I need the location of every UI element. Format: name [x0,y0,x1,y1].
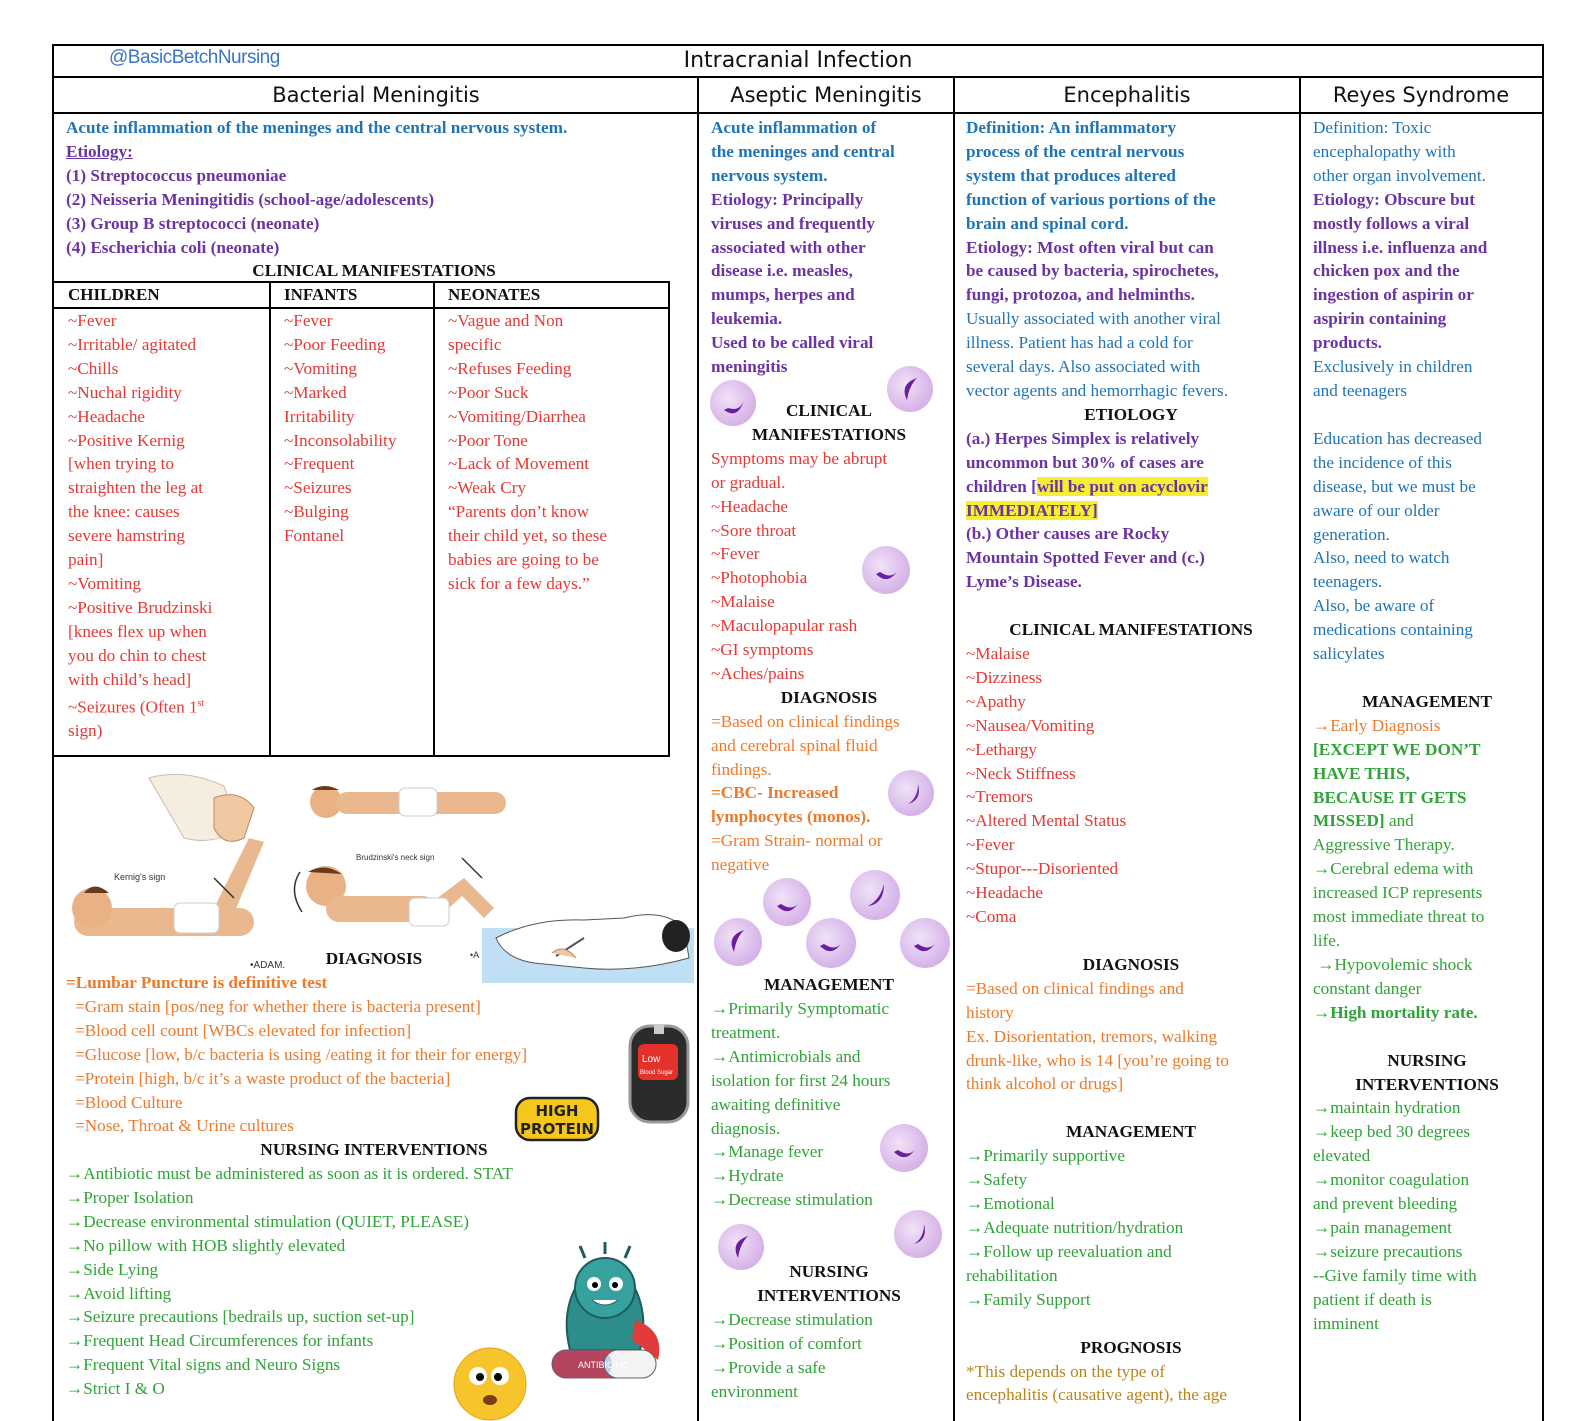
enc-cm-item: ~Headache [966,883,1044,903]
reyes-management-item: →Early Diagnosis [1313,715,1441,735]
list-item: ~Fever [284,311,333,330]
and-text: and [1384,811,1414,831]
page-title: Intracranial Infection [683,48,913,73]
intervention-item: →Frequent Vital signs and Neuro Signs [66,1355,341,1375]
aseptic-cm-item: ~GI symptoms [711,640,814,660]
reyes-exclusive: Exclusively in children [1313,357,1473,377]
intervention-item: →Frequent Head Circumferences for infants [66,1331,374,1351]
reyes-etiology: chicken pox and the [1313,261,1460,281]
list-item: “Parents don’t know [448,502,589,522]
lymphocyte-icon [806,918,856,968]
reyes-education: disease, but we must be [1313,476,1476,496]
reyes-etiology: products. [1313,333,1382,353]
enc-management-title: MANAGEMENT [1066,1122,1196,1142]
aseptic-etiology: meningitis [711,357,788,377]
children-symptoms [68,309,268,743]
enc-management-item: →Family Support [966,1289,1091,1309]
enc-prognosis-item: encephalitis (causative agent), the age [966,1385,1228,1405]
neonates-symptoms [448,309,668,596]
list-item: you do chin to chest [68,645,207,665]
list-item: ~Seizures [284,478,352,498]
column-header-bacterial: Bacterial Meningitis [272,83,480,107]
meter-low-text: Low [642,1054,661,1065]
ordinal-superscript: st [197,697,205,709]
list-item: ~Vomiting [284,358,357,378]
aseptic-ni-item: →Decrease stimulation [711,1309,873,1329]
list-item: straighten the leg at [68,478,204,498]
aseptic-diagnosis-item: findings. [711,759,772,779]
antibiotic-pill-icon [550,1342,660,1384]
list-item: sick for a few days.” [448,573,590,593]
reyes-ni-item: and prevent bleeding [1313,1194,1458,1214]
aseptic-definition: nervous system. [711,165,828,185]
reyes-education: the incidence of this [1313,452,1452,472]
reyes-ni-item: --Give family time with [1313,1265,1477,1285]
badge-high-text: HIGH [535,1102,579,1120]
reyes-education: Also, need to watch [1313,548,1450,568]
aseptic-management-item: isolation for first 24 hours [711,1070,891,1090]
reyes-definition: Definition: Toxic [1313,118,1432,137]
list-item [68,692,268,720]
diagnosis-item: =Gram stain [pos/neg for whether there is bacteria present] [75,996,481,1016]
list-item: ~Bulging [284,502,349,522]
bacterial-etiology-item: (1) Streptococcus pneumoniae [66,165,287,185]
author-handle: @BasicBetchNursing [109,47,280,68]
glucose-meter-icon [626,1022,692,1126]
reyes-exclusive: and teenagers [1313,380,1408,400]
missed-text: MISSED] [1313,811,1385,831]
diaper [174,903,219,933]
aseptic-etiology: Used to be called viral [711,333,874,353]
enc-etiology-a: uncommon but 30% of cases are [966,452,1204,472]
aseptic-management-item: →Decrease stimulation [711,1190,873,1210]
divider [1299,78,1301,1421]
clinical-manifestations-table [54,281,670,757]
adam-credit-2: •A [470,950,480,960]
bacterial-diagnosis-title: DIAGNOSIS [325,949,423,968]
aseptic-diagnosis-item: =Based on clinical findings [711,711,900,731]
list-item: ~Marked [284,382,347,402]
enc-etiology: be caused by bacteria, spirochetes, [966,261,1219,281]
list-item: pain] [68,550,104,570]
aseptic-management-title: MANAGEMENT [764,975,894,995]
reyes-management-item: most immediate threat to [1313,907,1485,927]
enc-diagnosis-item: history [966,1002,1014,1022]
reyes-management-item: life. [1313,931,1341,950]
child-head [72,888,112,928]
list-item: ~Chills [68,358,119,378]
enc-cm-item: ~Neck Stiffness [966,763,1076,783]
bacterial-etiology-item: (3) Group B streptococci (neonate) [66,213,320,233]
reyes-education: salicylates [1313,644,1385,664]
reyes-ni-item: →maintain hydration [1313,1098,1461,1118]
bacterial-etiology-item: (2) Neisseria Meningitidis (school-age/adolescents) [66,189,435,209]
bacterial-ni-title: NURSING INTERVENTIONS [260,1140,488,1159]
aseptic-etiology: disease i.e. measles, [711,261,853,281]
column-header-row [54,78,1542,114]
aseptic-etiology: mumps, herpes and [711,285,855,305]
aseptic-cm-item: Symptoms may be abrupt [711,448,888,468]
lymphocyte-icon [887,366,933,412]
reyes-ni-item: patient if death is [1313,1289,1432,1309]
aseptic-ni-title: INTERVENTIONS [757,1286,901,1306]
diagnosis-item: =Blood Culture [75,1092,183,1112]
aseptic-cm-item: or gradual. [711,472,786,492]
encephalitis-section [966,116,1296,1407]
aseptic-definition: Acute inflammation of [711,118,877,137]
enc-management-item: →Safety [966,1170,1028,1190]
aseptic-management-item: →Antimicrobials and [711,1046,861,1066]
brudzinski-label: Brudzinski's neck sign [356,853,435,862]
enc-etiology-b: Lyme’s Disease. [966,572,1082,592]
reyes-definition: other organ involvement. [1313,165,1486,185]
reyes-etiology: Etiology: Obscure but [1313,189,1476,209]
divider [953,78,955,1421]
reyes-section [1313,116,1541,1336]
enc-definition: function of various portions of the [966,189,1216,209]
table-divider [433,283,435,757]
enc-etiology-b: (b.) Other causes are Rocky [966,524,1170,544]
aseptic-diagnosis-item: negative [711,855,770,875]
list-item: ~Refuses Feeding [448,358,572,378]
intervention-item: →Avoid lifting [66,1283,172,1303]
seizure-text: ~Seizures (Often 1 [68,697,198,717]
reyes-management-item: →Cerebral edema with [1313,859,1474,879]
reyes-education: aware of our older [1313,500,1440,520]
immediately-highlight: IMMEDIATELY] [966,500,1098,520]
reyes-education: Also, be aware of [1313,596,1435,616]
enc-note: Usually associated with another viral [966,309,1221,329]
thinking-face-icon [450,1342,530,1421]
kernig-label: Kernig's sign [114,872,166,882]
enc-management-item: →Adequate nutrition/hydration [966,1217,1184,1237]
list-item: babies are going to be [448,550,599,570]
table-header-children: CHILDREN [68,285,160,304]
divider [697,78,699,1421]
list-item: with child’s head] [68,669,192,689]
reyes-etiology: aspirin containing [1313,309,1447,329]
enc-note: illness. Patient has had a cold for [966,333,1193,353]
intervention-item: →No pillow with HOB slightly elevated [66,1235,346,1255]
list-item: ~Poor Feeding [284,334,386,354]
cheat-sheet [52,44,1544,1421]
enc-prognosis-item: *This depends on the type of [966,1361,1166,1381]
aseptic-definition: the meninges and central [711,141,895,161]
enc-definition: system that produces altered [966,165,1176,185]
lymphocyte-icon [710,380,756,426]
reyes-management-item: constant danger [1313,978,1422,998]
enc-etiology: Etiology: Most often viral but can [966,237,1214,257]
enc-prognosis-title: PROGNOSIS [1080,1337,1182,1357]
diagnosis-item: =Blood cell count [WBCs elevated for infection] [75,1020,412,1040]
aseptic-etiology: leukemia. [711,309,783,329]
enc-cm-title: CLINICAL MANIFESTATIONS [1009,620,1253,640]
list-item: [when trying to [68,454,174,474]
aseptic-cm-item: ~Sore throat [711,520,797,540]
reyes-management-item: increased ICP represents [1313,883,1483,903]
enc-diagnosis-title: DIAGNOSIS [1082,954,1180,974]
reyes-education: generation. [1313,524,1390,544]
lymphocyte-icon [900,918,950,968]
list-item: their child yet, so these [448,526,607,546]
aseptic-cm-item: ~Fever [711,544,760,564]
reyes-ni-item: elevated [1313,1146,1371,1166]
intervention-item: →Antibiotic must be administered as soon as it is ordered. STAT [66,1164,513,1183]
lymphocyte-icon [880,1124,928,1172]
reyes-education: Education has decreased [1313,428,1482,448]
reyes-management-item: HAVE THIS, [1313,763,1410,783]
enc-management-item: →Emotional [966,1194,1055,1214]
aseptic-etiology: associated with other [711,237,866,257]
diagnosis-item: =Glucose [low, b/c bacteria is using /eating it for their for energy] [75,1044,528,1064]
table-divider [269,283,271,757]
reyes-ni-title: INTERVENTIONS [1355,1074,1499,1094]
reyes-etiology: illness i.e. influenza and [1313,237,1488,257]
enc-cm-item: ~Coma [966,907,1017,926]
aseptic-diagnosis-item: =Gram Strain- normal or [711,831,883,851]
aseptic-cm-item: ~Aches/pains [711,663,805,683]
reyes-management-title: MANAGEMENT [1362,691,1492,711]
enc-cm-item: ~Lethargy [966,739,1038,759]
aseptic-etiology: viruses and frequently [711,213,875,233]
list-item: ~Nuchal rigidity [68,382,182,402]
diagnosis-main: =Lumbar Puncture is definitive test [66,973,328,992]
aseptic-cm-item: ~Headache [711,496,789,516]
bacterial-section [66,116,691,259]
list-item: Irritability [284,406,355,426]
acyclovir-highlight: will be put on acyclovir [1036,476,1208,496]
list-item: ~Irritable/ agitated [68,334,197,354]
list-item: ~Poor Tone [448,430,528,450]
lymphocyte-icon [888,770,934,816]
lymphocyte-icon [714,918,762,966]
aseptic-diagnosis-title: DIAGNOSIS [780,687,878,707]
reyes-ni-item: →monitor coagulation [1313,1170,1470,1190]
aseptic-management-item: →Manage fever [711,1142,824,1162]
reyes-education: medications containing [1313,620,1473,640]
table-header-neonates: NEONATES [448,285,541,304]
enc-diagnosis-item: =Based on clinical findings and [966,978,1184,998]
list-item: ~Frequent [284,454,355,474]
aseptic-ni-item: →Provide a safe [711,1357,826,1377]
aseptic-cm-item: ~Photophobia [711,568,808,588]
infants-symptoms [284,309,432,548]
lymphocyte-icon [894,1210,942,1258]
column-header-encephalitis: Encephalitis [1063,83,1191,107]
list-item: ~Lack of Movement [448,454,590,474]
bacterial-definition: Acute inflammation of the meninges and the central nervous system. [66,118,568,137]
aseptic-management-item: diagnosis. [711,1118,781,1138]
reyes-management-item: [EXCEPT WE DON’T [1313,739,1481,759]
enc-etiology-a-text: children [ [966,476,1037,496]
diagnosis-item: =Protein [high, b/c it’s a waste product of the bacteria] [75,1068,451,1088]
aseptic-management-item: treatment. [711,1022,781,1042]
reyes-ni-title: NURSING [1387,1050,1467,1070]
list-item: the knee: causes [68,502,180,522]
reyes-ni-item: →keep bed 30 degrees [1313,1122,1471,1142]
reyes-management-item [1313,809,1541,833]
reyes-ni-item: →seizure precautions [1313,1241,1463,1261]
aseptic-ni-item: →Position of comfort [711,1333,862,1353]
enc-cm-item: ~Malaise [966,644,1030,664]
reyes-management-item: →Hypovolemic shock [1313,954,1473,974]
intervention-item: →Decrease environmental stimulation (QUIET, PLEASE) [66,1211,469,1231]
aseptic-management-item: awaiting definitive [711,1094,841,1114]
reyes-definition: encephalopathy with [1313,141,1456,161]
list-item: ~Poor Suck [448,382,529,402]
aseptic-ni-title: NURSING [789,1262,869,1282]
enc-management-item: →Primarily supportive [966,1146,1125,1166]
enc-etiology-b: Mountain Spotted Fever and (c.) [966,548,1205,568]
reyes-ni-item: →pain management [1313,1217,1452,1237]
lymphocyte-icon [763,878,811,926]
list-item: ~Vomiting/Diarrhea [448,406,586,426]
aseptic-diagnosis-item: and cerebral spinal fluid [711,735,878,755]
enc-diagnosis-item: think alcohol or drugs] [966,1074,1124,1094]
enc-etiology-a [966,475,1296,499]
lymphocyte-icon [850,870,900,920]
enc-etiology: fungi, protozoa, and helminths. [966,285,1195,305]
enc-cm-item: ~Dizziness [966,667,1043,687]
enc-diagnosis-item: Ex. Disorientation, tremors, walking [966,1026,1218,1046]
enc-etiology-title: ETIOLOGY [1084,404,1178,424]
intervention-item: →Seizure precautions [bedrails up, suction set-up] [66,1307,415,1327]
diagnosis-item: =Nose, Throat & Urine cultures [75,1116,294,1136]
aseptic-management-item: →Hydrate [711,1166,784,1186]
reyes-etiology: mostly follows a viral [1313,213,1470,233]
aseptic-cm-item: ~Maculopapular rash [711,616,858,636]
reyes-etiology: ingestion of aspirin or [1313,285,1474,305]
aseptic-cm-item: ~Malaise [711,592,775,612]
enc-cm-item: ~Fever [966,835,1015,855]
column-header-aseptic: Aseptic Meningitis [730,83,922,107]
column-header-reyes: Reyes Syndrome [1332,83,1510,107]
enc-note: several days. Also associated with [966,357,1201,377]
enc-etiology-a: (a.) Herpes Simplex is relatively [966,428,1200,448]
enc-diagnosis-item: drunk-like, who is 14 [you’re going to [966,1050,1230,1070]
aseptic-diagnosis-item: =CBC- Increased [711,783,839,803]
list-item: ~Inconsolability [284,430,397,450]
intervention-item: →Side Lying [66,1259,159,1279]
aseptic-ni-item: environment [711,1381,798,1401]
title-row [54,46,1542,78]
list-item: ~Vague and Non [448,311,564,330]
reyes-education: teenagers. [1313,572,1383,592]
enc-cm-item: ~Stupor---Disoriented [966,859,1119,879]
bacterial-etiology-item: (4) Escherichia coli (neonate) [66,237,280,257]
list-item: [knees flex up when [68,621,207,641]
adam-credit: •ADAM. [250,960,286,971]
enc-definition: Definition: An inflammatory [966,118,1177,137]
list-item: Fontanel [284,526,345,546]
list-item: ~Fever [68,311,117,330]
lymphocyte-icon [718,1224,764,1270]
enc-management-item: rehabilitation [966,1265,1058,1285]
list-item: ~Weak Cry [448,478,527,498]
enc-management-item: →Follow up reevaluation and [966,1241,1172,1261]
aseptic-cm-title: CLINICAL [786,400,872,420]
enc-definition: process of the central nervous [966,141,1185,161]
aseptic-etiology: Etiology: Principally [711,189,864,209]
intervention-item: →Strict I & O [66,1379,165,1399]
enc-cm-item: ~Nausea/Vomiting [966,715,1095,735]
badge-protein-text: PROTEIN [520,1120,594,1138]
table-header-infants: INFANTS [284,285,358,304]
enc-etiology-a [966,499,1296,523]
bacterial-cm-title: CLINICAL MANIFESTATIONS [252,261,496,280]
reyes-ni-item: imminent [1313,1313,1379,1333]
enc-cm-item: ~Tremors [966,787,1033,807]
intervention-item: →Proper Isolation [66,1187,194,1207]
lymphocyte-icon [862,546,910,594]
reyes-management-item: →High mortality rate. [1313,1002,1478,1022]
reyes-management-item: BECAUSE IT GETS [1313,787,1467,807]
list-item: ~Vomiting [68,573,141,593]
list-item: ~Positive Kernig [68,430,185,450]
aseptic-management-item: →Primarily Symptomatic [711,999,890,1018]
bacterial-etiology-label: Etiology: [66,141,133,161]
antibiotic-label: ANTIBIOTIC [578,1360,629,1370]
aseptic-diagnosis-item: lymphocytes (monos). [711,807,871,827]
list-item: specific [448,334,502,354]
list-item: severe hamstring [68,526,185,546]
enc-cm-item: ~Altered Mental Status [966,811,1127,831]
enc-cm-item: ~Apathy [966,691,1026,711]
aseptic-cm-title: MANIFESTATIONS [751,424,907,444]
list-item: ~Headache [68,406,146,426]
list-item: sign) [68,721,103,741]
enc-note: vector agents and hemorrhagic fevers. [966,380,1228,400]
meter-sub-text: Blood Sugar [640,1070,674,1076]
high-protein-badge [514,1096,600,1142]
list-item: ~Positive Brudzinski [68,597,213,617]
reyes-management-item: Aggressive Therapy. [1313,835,1455,855]
enc-definition: brain and spinal cord. [966,213,1129,233]
